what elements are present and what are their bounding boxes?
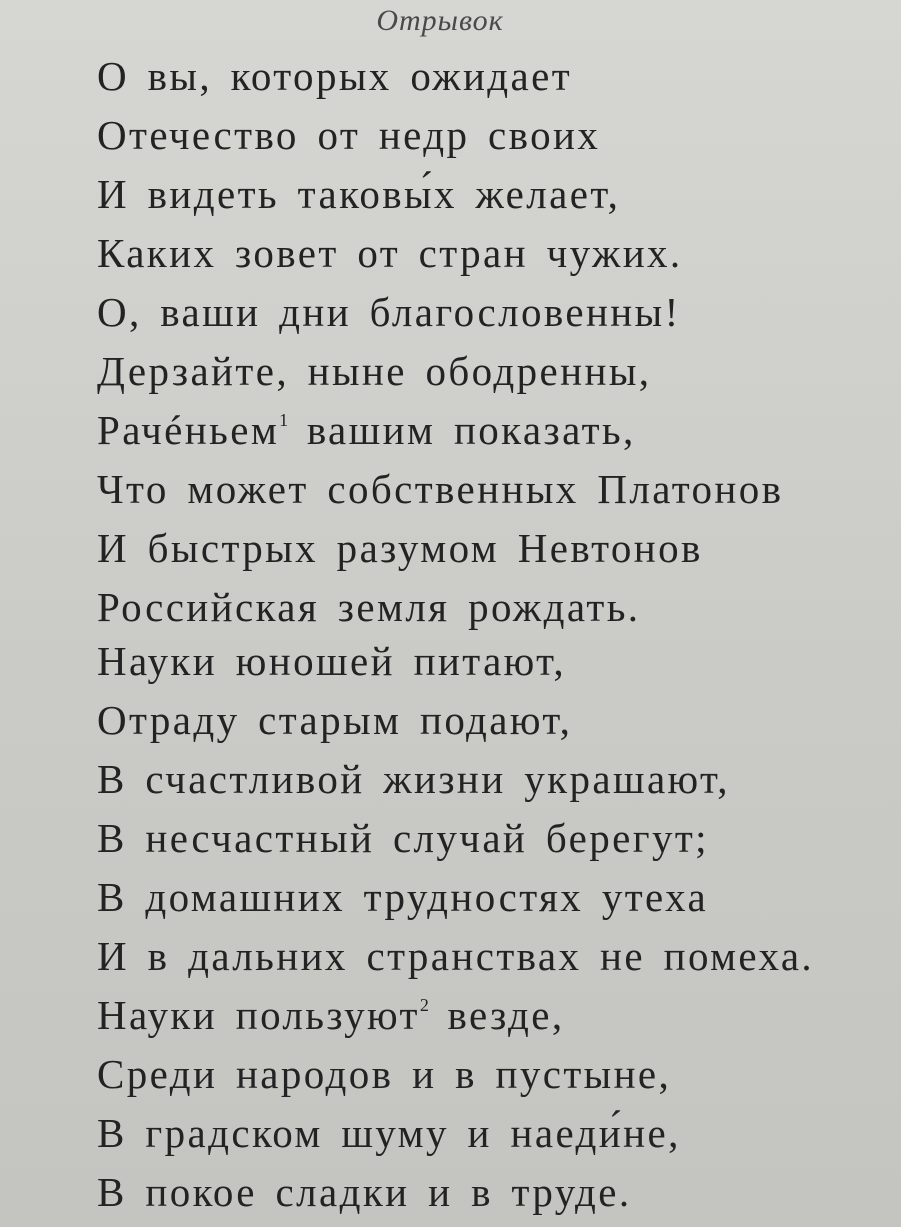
poem-line: Науки юношей питают,	[97, 638, 567, 684]
stanza-1	[97, 47, 783, 637]
poem-line	[97, 401, 783, 460]
poem-line: Среди народов и в пустыне,	[97, 1051, 672, 1097]
footnote-marker[interactable]: 1	[279, 410, 289, 430]
poem-line: В домашних трудностях утеха	[97, 874, 709, 920]
poem-line: И в дальних странствах не помеха.	[97, 933, 815, 979]
poem-title: Отрывок	[376, 4, 504, 37]
poem-line-end: вашим показать,	[288, 407, 636, 453]
poem-line: Каких зовет от стран чужих.	[97, 230, 683, 276]
poem-line: Отраду старым подают,	[97, 697, 573, 743]
poem-line: В несчастный случай берегут;	[97, 815, 709, 861]
poem-line: Что может собственных Платонов	[97, 466, 784, 512]
poem-line: И видеть таковы́х желает,	[97, 171, 621, 217]
poem-line-end: везде,	[428, 992, 565, 1038]
poem-line: Российская земля рождать.	[97, 584, 641, 630]
stanza-3	[97, 986, 681, 1222]
poem-line: О вы, которых ожидает	[97, 53, 573, 99]
poem-line: О, ваши дни благословенны!	[97, 289, 681, 335]
footnote-marker[interactable]: 2	[419, 995, 429, 1015]
poem-line: В покое сладки и в труде.	[97, 1169, 632, 1215]
poem-line: В градском шуму и наеди́не,	[97, 1110, 681, 1156]
poem-line: И быстрых разумом Невтонов	[97, 525, 703, 571]
poem-line	[97, 986, 681, 1045]
stanza-2	[97, 632, 814, 986]
poem-line: В счастливой жизни украшают,	[97, 756, 730, 802]
poem-line: Отечество от недр своих	[97, 112, 601, 158]
poem-line: Дерзайте, ныне ободренны,	[97, 348, 652, 394]
poem-line-start: Рачéньем	[97, 407, 280, 453]
poem-line-start: Науки пользуют	[97, 992, 420, 1038]
